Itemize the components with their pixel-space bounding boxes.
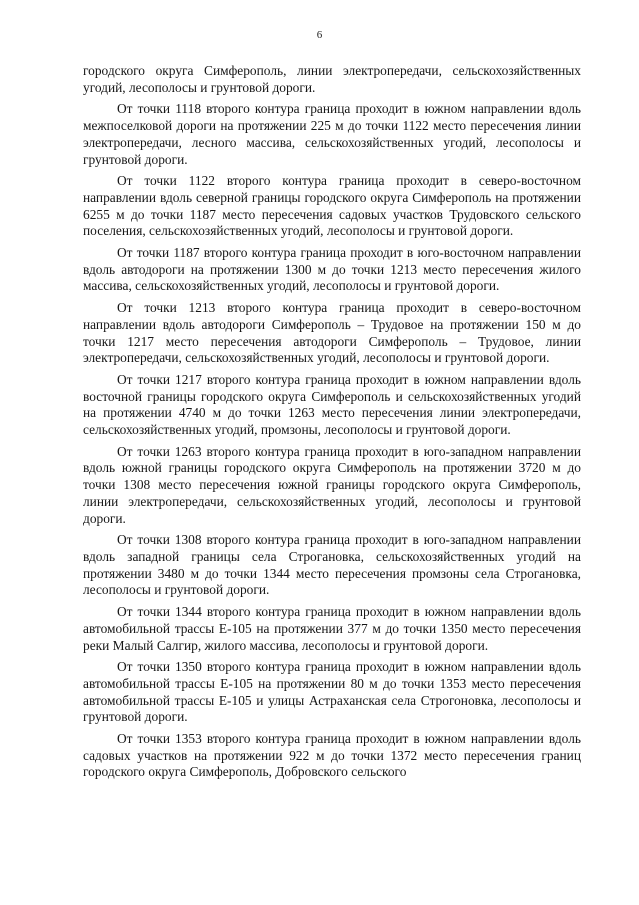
paragraph-point-1263: От точки 1263 второго контура граница проходит в юго-западном направлении вдоль южной границы городского округа Симферополь на протяжении 3720 м до точки 1308 место пересечения южной границы городского округа Симферополь, линии электропередачи, сельскохозяйственных угодий, лесополосы и грунтовой дороги.: [83, 443, 581, 526]
page-number: 6: [316, 29, 323, 41]
paragraph-point-1122: От точки 1122 второго контура граница проходит в северо-восточном направлении вдоль северной границы городского округа Симферополь на протяжении 6255 м до точки 1187 место пересечения садовых участков Трудовского сельского поселения, сельскохозяйственных угодий, лесополосы и грунтовой дороги.: [83, 173, 581, 239]
document-body: [83, 63, 581, 786]
paragraph-point-1217: От точки 1217 второго контура граница проходит в южном направлении вдоль восточной границы городского округа Симферополь и сельскохозяйственных угодий на протяжении 4740 м до точки 1263 место пересечения линии электропередачи, сельскохозяйственных угодий, промзоны, лесополосы и грунтовой дороги.: [83, 371, 581, 438]
paragraph-point-1308: От точки 1308 второго контура граница проходит в юго-западном направлении вдоль западной границы села Строгановка, сельскохозяйственных угодий на протяжении 3480 м до точки 1344 место пересечения промзоны села Строгановка, лесополосы и грунтовой дороги.: [83, 532, 581, 598]
paragraph-continuation: городского округа Симферополь, линии электропередачи, сельскохозяйственных угодий, лесополосы и грунтовой дороги.: [83, 63, 581, 95]
paragraph-point-1353: От точки 1353 второго контура граница проходит в южном направлении вдоль садовых участков на протяжении 922 м до точки 1372 место пересечения границ городского округа Симферополь, Добровского сельского: [83, 731, 581, 780]
paragraph-point-1350: От точки 1350 второго контура граница проходит в южном направлении вдоль автомобильной трассы Е-105 на протяжении 80 м до точки 1353 место пересечения автомобильной трассы Е-105 и улицы Астраханская села Строгоновка, лесополосы и грунтовой дороги.: [83, 659, 581, 725]
paragraph-point-1213: От точки 1213 второго контура граница проходит в северо-восточном направлении вдоль автодороги Симферополь – Трудовое на протяжении 150 м до точки 1217 место пересечения автодороги Симферополь – Трудовое, линии электропередачи, сельскохозяйственных угодий, лесополосы и грунтовой дороги.: [83, 300, 581, 366]
paragraph-point-1187: От точки 1187 второго контура граница проходит в юго-восточном направлении вдоль автодороги на протяжении 1300 м до точки 1213 место пересечения жилого массива, сельскохозяйственных угодий, лесополосы и грунтовой дороги.: [83, 245, 581, 294]
paragraph-point-1344: От точки 1344 второго контура граница проходит в южном направлении вдоль автомобильной трассы Е-105 на протяжении 377 м до точки 1350 место пересечения реки Малый Салгир, жилого массива, лесополосы и грунтовой дороги.: [83, 604, 581, 653]
paragraph-point-1118: От точки 1118 второго контура граница проходит в южном направлении вдоль межпоселковой дороги на протяжении 225 м до точки 1122 место пересечения линии электропередачи, лесного массива, сельскохозяйственных угодий, лесополосы и грунтовой дороги.: [83, 101, 581, 167]
